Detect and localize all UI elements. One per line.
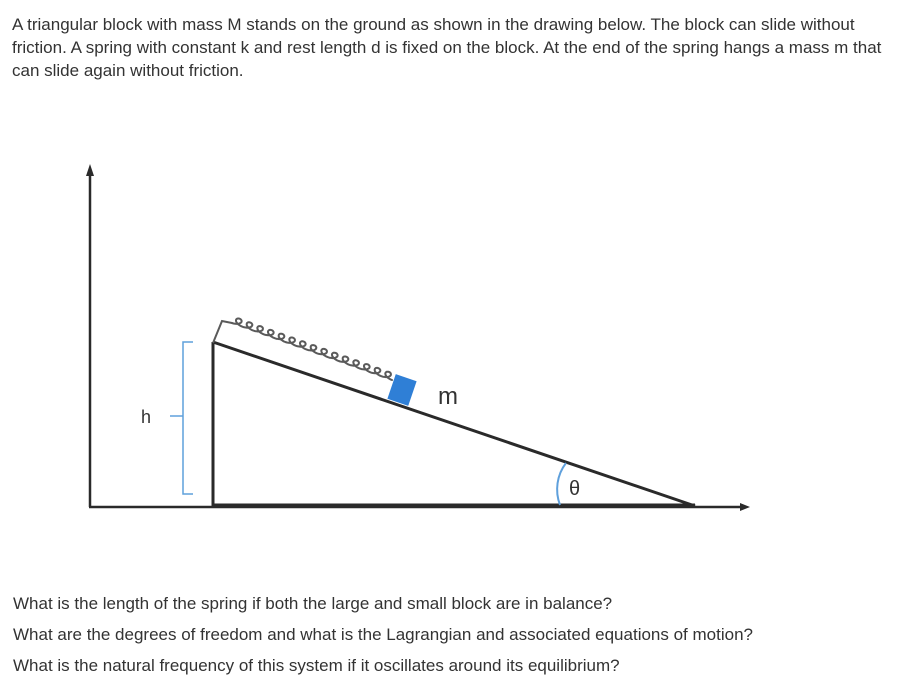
angle-arc bbox=[557, 463, 566, 505]
block-incline-edge bbox=[213, 342, 695, 506]
mass-label: m bbox=[438, 383, 458, 410]
question-item: What is the natural frequency of this system if it oscillates around its equilibrium? bbox=[13, 656, 620, 675]
wall-arrowhead bbox=[86, 164, 94, 176]
height-bracket bbox=[183, 342, 193, 494]
height-label: h bbox=[141, 407, 152, 427]
question-list bbox=[13, 591, 753, 684]
ground-arrowhead bbox=[740, 503, 750, 511]
spring-coil bbox=[232, 319, 392, 381]
question-item: What are the degrees of freedom and what is the Lagrangian and associated equations of motion? bbox=[13, 625, 753, 644]
angle-label: θ bbox=[569, 478, 581, 500]
problem-intro: A triangular block with mass M stands on the ground as shown in the drawing below. The block can slide without friction. A spring with constant k and rest length d is fixed on the block. At the end of the spring hangs a mass m that can slide again without friction. bbox=[12, 15, 882, 80]
spring-mount bbox=[213, 321, 232, 343]
question-item: What is the length of the spring if both the large and small block are in balance? bbox=[13, 594, 613, 613]
